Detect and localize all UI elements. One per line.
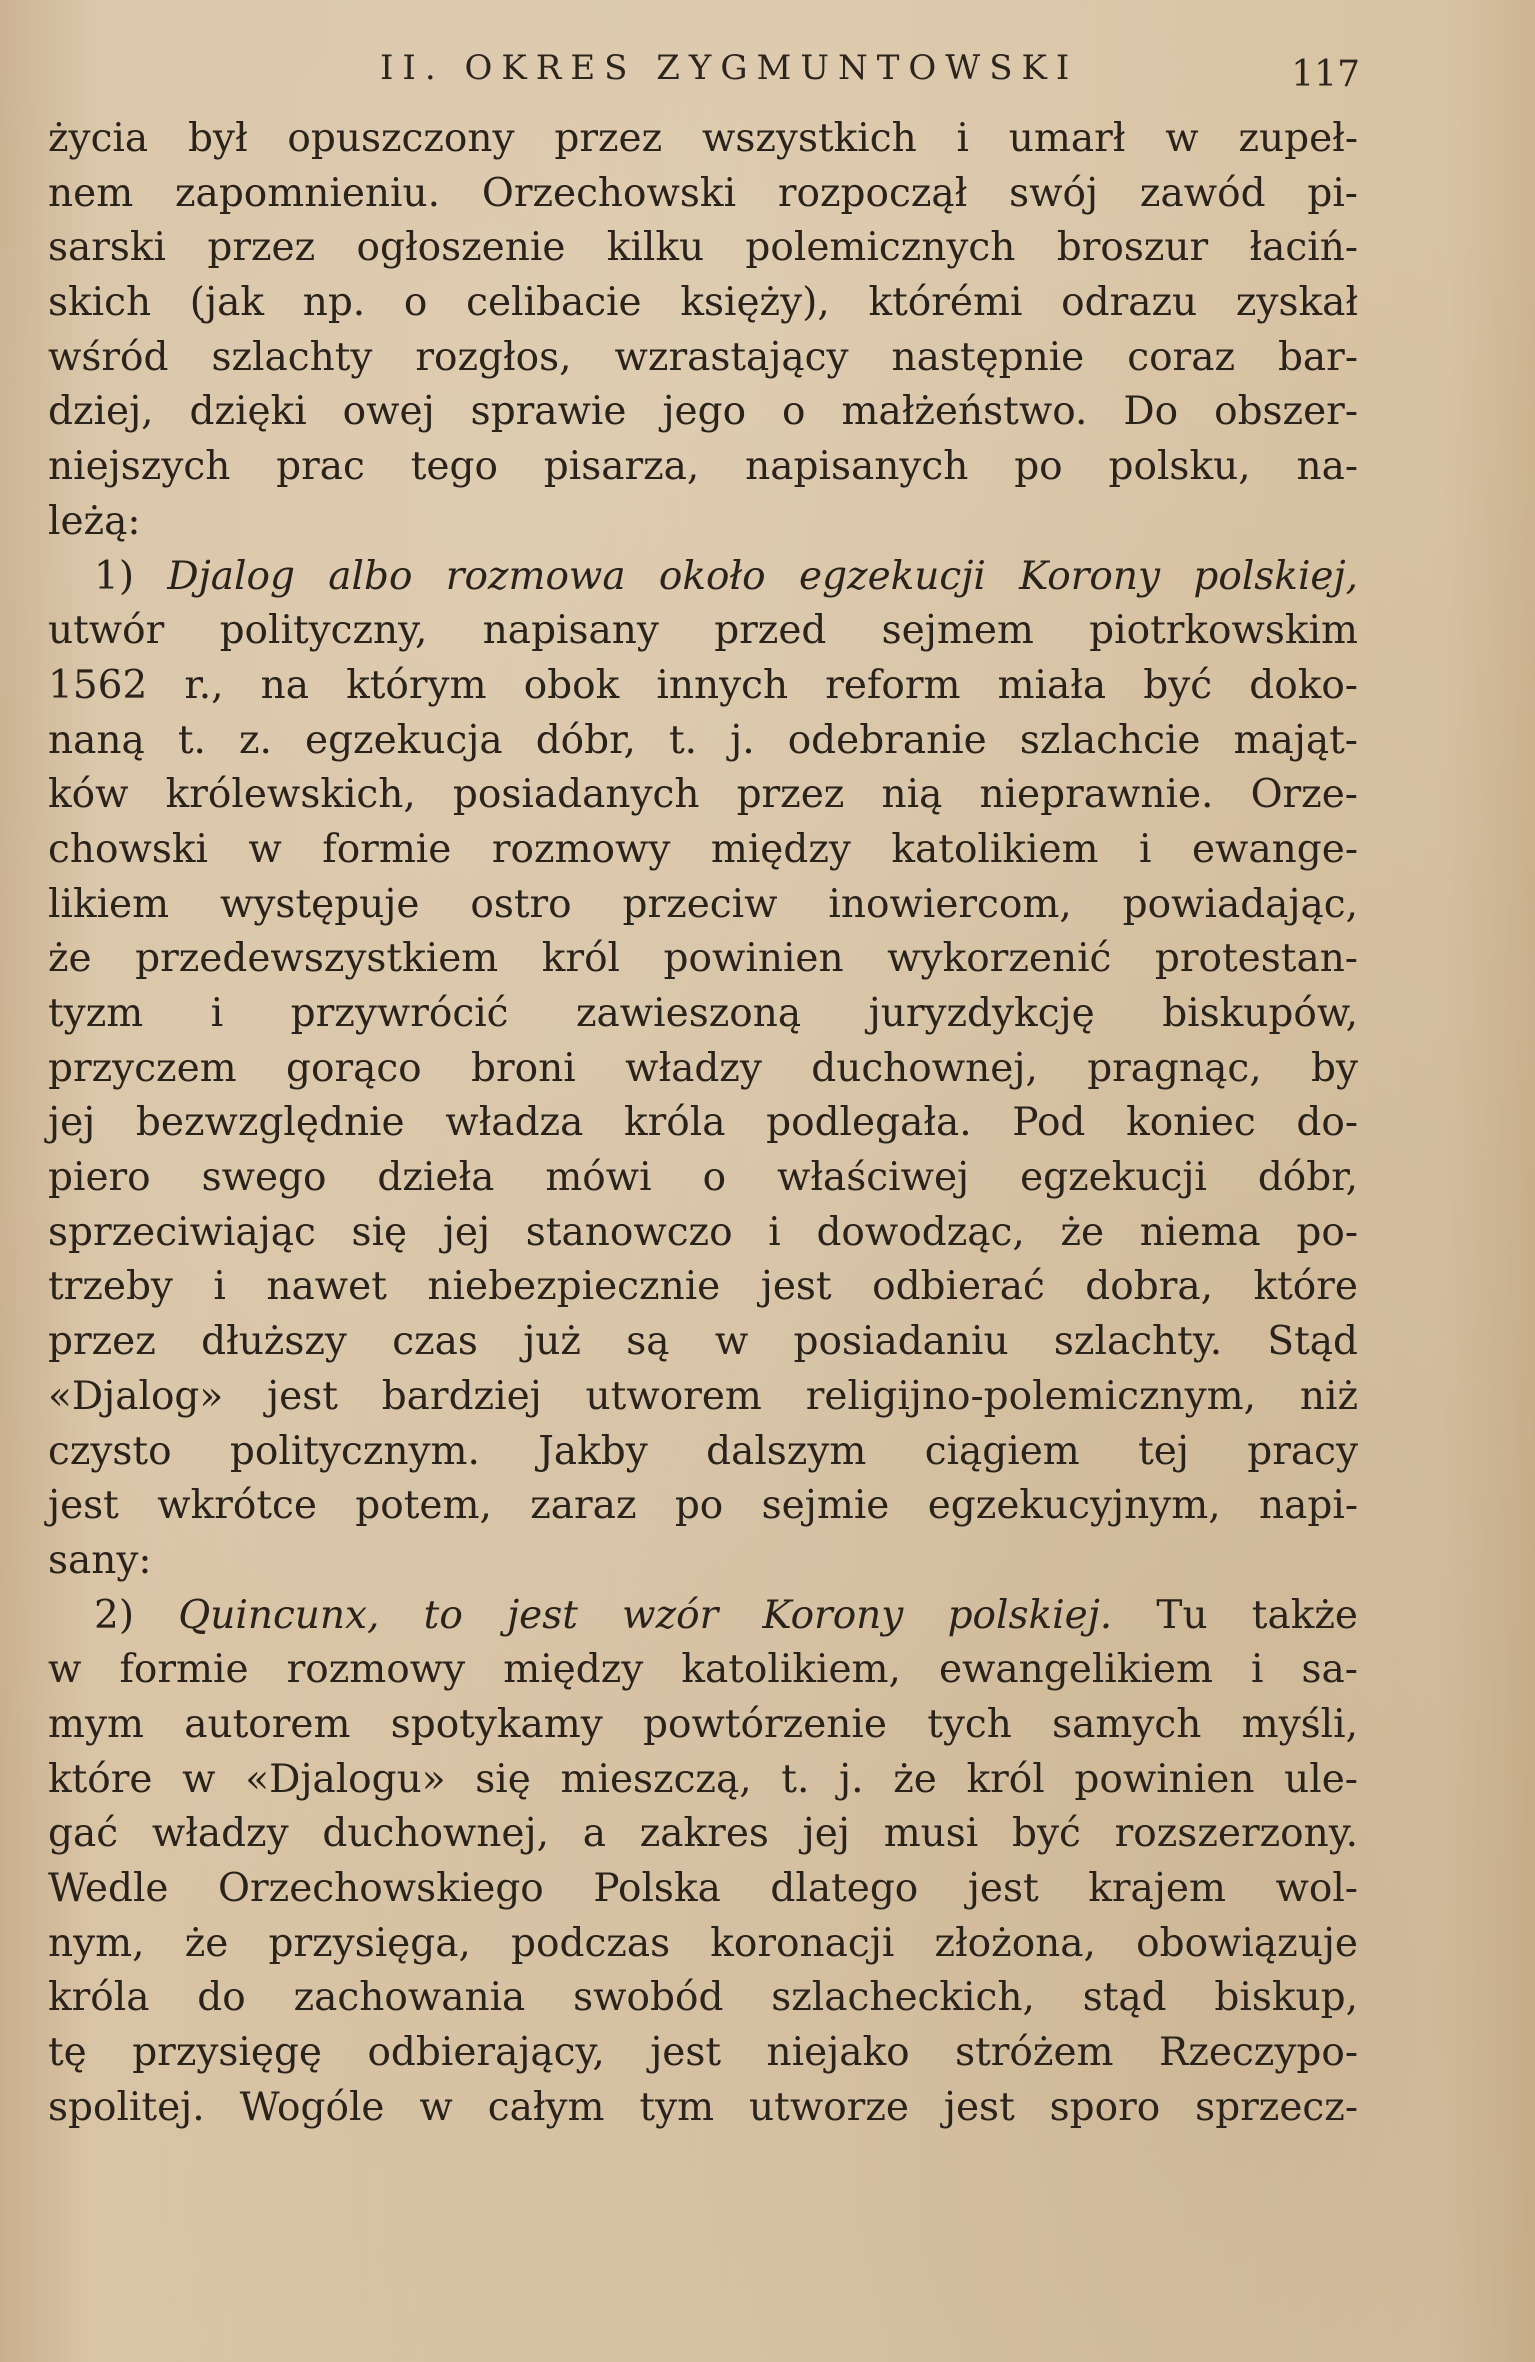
text-segment: likiem występuje ostro przeciw inowiercom, powiadając,: [48, 881, 1358, 927]
text-segment: ków królewskich, posiadanych przez nią nieprawnie. Orze-: [48, 772, 1358, 818]
body-text: [48, 112, 1358, 2135]
text-segment: przez dłuższy czas już są w posiadaniu szlachty. Stąd: [48, 1319, 1358, 1365]
text-segment: sany:: [48, 1537, 152, 1583]
text-segment: 2): [94, 1592, 179, 1638]
text-line: [48, 1479, 1358, 1534]
text-segment: że przedewszystkiem król powinien wykorzenić protestan-: [48, 936, 1358, 982]
text-line: [48, 550, 1358, 605]
text-segment: piero swego dzieła mówi o właściwej egzekucji dóbr,: [48, 1155, 1358, 1201]
text-segment: nym, że przysięga, podczas koronacji złożona, obowiązuje: [48, 1920, 1358, 1966]
text-segment: sarski przez ogłoszenie kilku polemicznych broszur łaciń-: [48, 225, 1358, 271]
text-line: [48, 823, 1358, 878]
text-line: [48, 440, 1358, 495]
text-line: [48, 1753, 1358, 1808]
text-line: [48, 221, 1358, 276]
text-segment: trzeby i nawet niebezpiecznie jest odbierać dobra, które: [48, 1264, 1358, 1310]
italic-title: Djalog albo rozmowa około egzekucji Korony polskiej,: [167, 553, 1358, 599]
text-segment: które w «Djalogu» się mieszczą, t. j. że król powinien ule-: [48, 1756, 1358, 1802]
text-segment: jej bezwzględnie władza króla podlegała. Pod koniec do-: [48, 1100, 1358, 1146]
text-line: [48, 604, 1358, 659]
text-line: [48, 932, 1358, 987]
page-header: [380, 48, 1360, 108]
text-line: [48, 1042, 1358, 1097]
text-segment: nem zapomnieniu. Orzechowski rozpoczął swój zawód pi-: [48, 170, 1358, 216]
text-line: [48, 1425, 1358, 1480]
text-line: [48, 1971, 1358, 2026]
text-segment: spolitej. Wogóle w całym tym utworze jest sporo sprzecz-: [48, 2084, 1358, 2130]
text-segment: naną t. z. egzekucja dóbr, t. j. odebranie szlachcie mająt-: [48, 717, 1358, 763]
text-segment: czysto politycznym. Jakby dalszym ciągiem tej pracy: [48, 1428, 1358, 1474]
text-line: [48, 714, 1358, 769]
text-line: [48, 1534, 1358, 1589]
text-line: [48, 385, 1358, 440]
text-segment: skich (jak np. o celibacie księży), którémi odrazu zyskał: [48, 280, 1358, 326]
text-line: [48, 1807, 1358, 1862]
text-line: [48, 1917, 1358, 1972]
text-segment: tę przysięgę odbierający, jest niejako stróżem Rzeczypo-: [48, 2030, 1358, 2076]
text-segment: wśród szlachty rozgłos, wzrastający następnie coraz bar-: [48, 334, 1358, 380]
text-segment: mym autorem spotykamy powtórzenie tych samych myśli,: [48, 1701, 1358, 1747]
text-segment: w formie rozmowy między katolikiem, ewangelikiem i sa-: [48, 1647, 1358, 1693]
text-segment: Tu także: [1112, 1592, 1358, 1638]
text-segment: niejszych prac tego pisarza, napisanych po polsku, na-: [48, 444, 1358, 490]
text-segment: jest wkrótce potem, zaraz po sejmie egzekucyjnym, napi-: [48, 1483, 1358, 1529]
text-line: [48, 768, 1358, 823]
text-segment: gać władzy duchownej, a zakres jej musi być rozszerzony.: [48, 1811, 1358, 1857]
text-segment: 1562 r., na którym obok innych reform miała być doko-: [48, 662, 1358, 708]
text-line: [48, 167, 1358, 222]
text-line: [48, 987, 1358, 1042]
text-line: [48, 1862, 1358, 1917]
text-segment: życia był opuszczony przez wszystkich i umarł w zupeł-: [48, 116, 1358, 161]
text-segment: tyzm i przywrócić zawieszoną juryzdykcję biskupów,: [48, 991, 1358, 1036]
text-line: [48, 1206, 1358, 1261]
text-segment: dziej, dzięki owej sprawie jego o małżeństwo. Do obszer-: [48, 389, 1358, 435]
text-line: [48, 112, 1358, 167]
text-line: [48, 1260, 1358, 1315]
text-line: [48, 1698, 1358, 1753]
text-line: [48, 1589, 1358, 1644]
text-segment: przyczem gorąco broni władzy duchownej, pragnąc, by: [48, 1045, 1358, 1091]
text-segment: króla do zachowania swobód szlacheckich, stąd biskup,: [48, 1975, 1358, 2021]
text-line: [48, 1370, 1358, 1425]
italic-title: Quincunx, to jest wzór Korony polskiej.: [178, 1592, 1113, 1638]
text-segment: sprzeciwiając się jej stanowczo i dowodząc, że niema po-: [48, 1209, 1358, 1255]
text-line: [48, 1315, 1358, 1370]
text-line: [48, 1151, 1358, 1206]
text-line: [48, 2081, 1358, 2136]
text-segment: leżą:: [48, 498, 141, 544]
text-line: [48, 878, 1358, 933]
text-line: [48, 276, 1358, 331]
text-segment: Wedle Orzechowskiego Polska dlatego jest krajem wol-: [48, 1866, 1358, 1911]
text-line: [48, 1643, 1358, 1698]
text-segment: utwór polityczny, napisany przed sejmem piotrkowskim: [48, 608, 1358, 654]
text-line: [48, 331, 1358, 386]
text-segment: 1): [94, 553, 168, 599]
page-number: 117: [1291, 54, 1360, 95]
text-line: [48, 495, 1358, 550]
text-segment: «Djalog» jest bardziej utworem religijno-polemicznym, niż: [48, 1373, 1358, 1419]
running-head: II. OKRES ZYGMUNTOWSKI: [380, 48, 1079, 88]
text-segment: chowski w formie rozmowy między katolikiem i ewange-: [48, 826, 1358, 872]
text-line: [48, 2026, 1358, 2081]
text-line: [48, 1096, 1358, 1151]
text-line: [48, 659, 1358, 714]
